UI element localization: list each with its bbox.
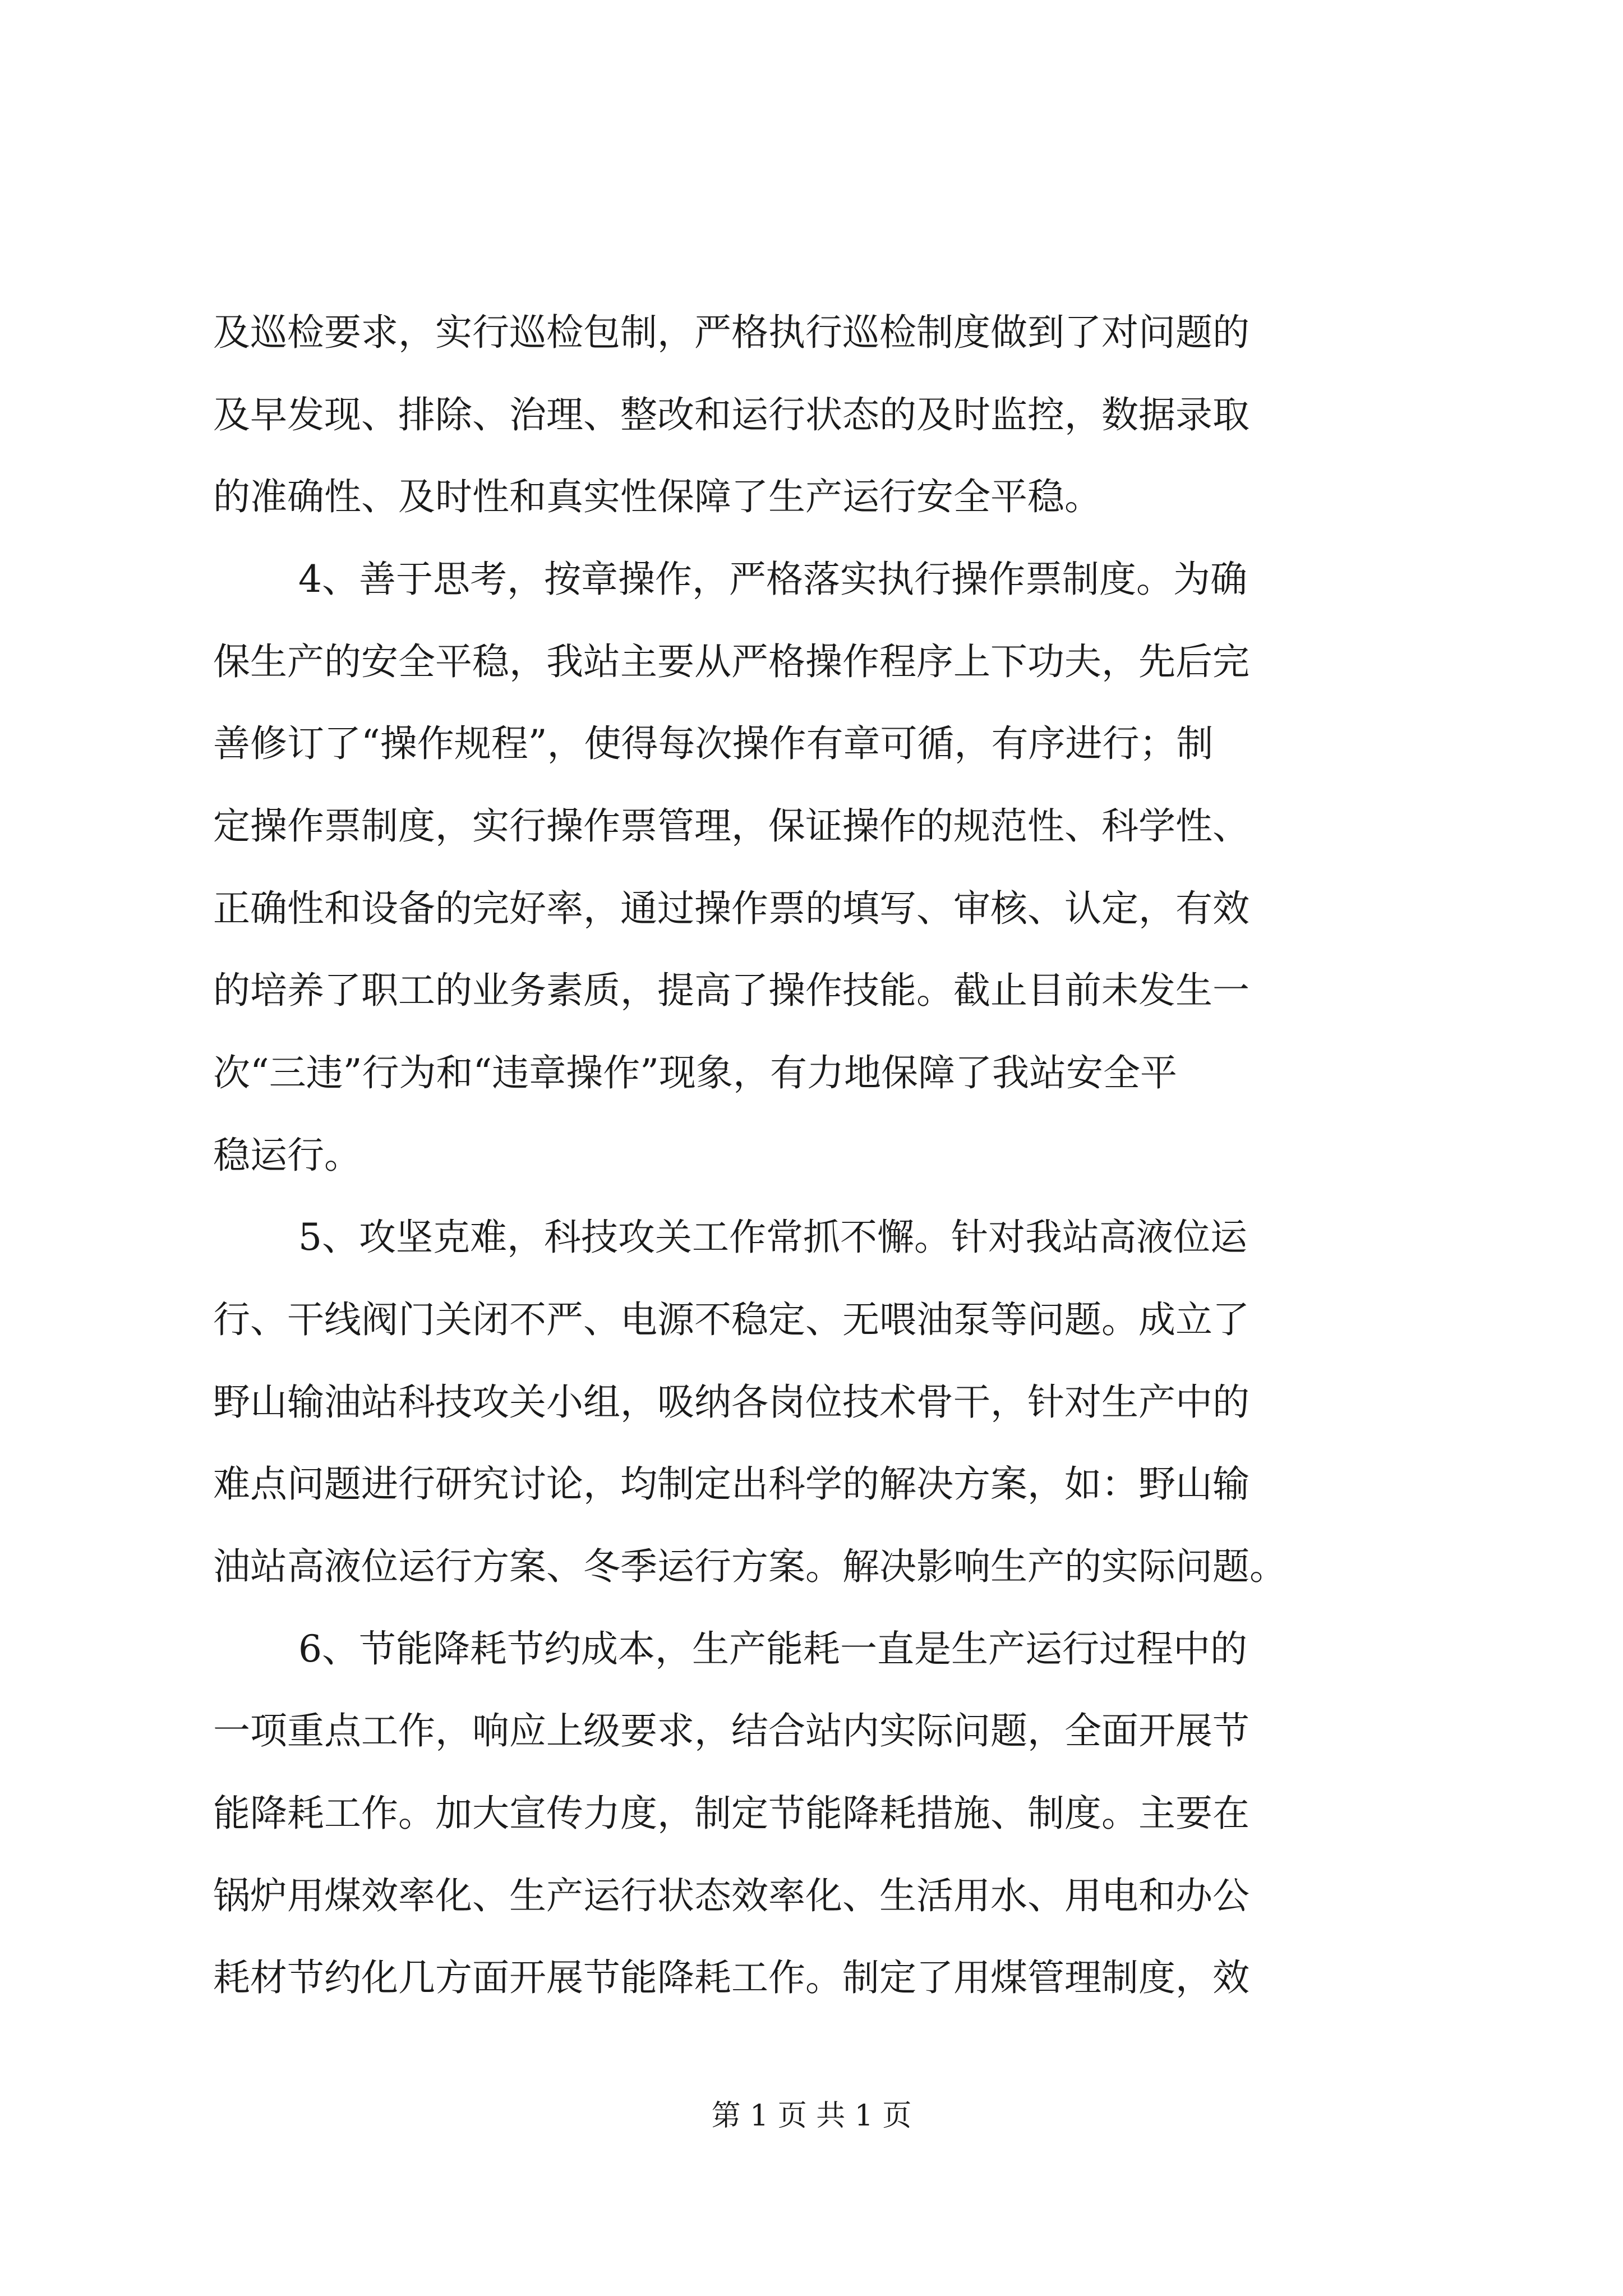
body-text-line: 稳运行。 (213, 1134, 361, 1177)
body-text-line: 一项重点工作，响应上级要求，结合站内实际问题，全面开展节 (213, 1709, 1249, 1752)
paragraph-4-start: 4、善于思考，按章操作，严格落实执行操作票制度。为确 (298, 558, 1247, 601)
body-text-line: 行、干线阀门关闭不严、电源不稳定、无喂油泵等问题。成立了 (213, 1298, 1249, 1341)
body-text-line: 善修订了“操作规程”，使得每次操作有章可循，有序进行；制 (213, 722, 1214, 765)
paragraph-6-start: 6、节能降耗节约成本，生产能耗一直是生产运行过程中的 (298, 1627, 1247, 1671)
body-text-line: 野山输油站科技攻关小组，吸纳各岗位技术骨干，针对生产中的 (213, 1381, 1249, 1424)
body-text-line: 及早发现、排除、治理、整改和运行状态的及时监控，数据录取 (213, 393, 1249, 436)
body-text-line: 难点问题进行研究讨论，均制定出科学的解决方案，如：野山输 (213, 1462, 1249, 1506)
body-text-line: 锅炉用煤效率化、生产运行状态效率化、生活用水、用电和办公 (213, 1874, 1249, 1917)
body-text-line: 能降耗工作。加大宣传力度，制定节能降耗措施、制度。主要在 (213, 1792, 1249, 1835)
body-text-line: 的准确性、及时性和真实性保障了生产运行安全平稳。 (213, 475, 1101, 518)
body-text-line: 定操作票制度，实行操作票管理，保证操作的规范性、科学性、 (213, 804, 1249, 848)
body-text-line: 耗材节约化几方面开展节能降耗工作。制定了用煤管理制度，效 (213, 1956, 1249, 1999)
body-text-line: 次“三违”行为和“违章操作”现象，有力地保障了我站安全平 (213, 1051, 1177, 1094)
body-text-line: 的培养了职工的业务素质，提高了操作技能。截止目前未发生一 (213, 969, 1249, 1012)
page-footer: 第 1 页 共 1 页 (711, 2099, 912, 2133)
paragraph-5-start: 5、攻坚克难，科技攻关工作常抓不懈。针对我站高液位运 (298, 1216, 1247, 1259)
body-text-line: 及巡检要求，实行巡检包制，严格执行巡检制度做到了对问题的 (213, 311, 1249, 354)
body-text-line: 保生产的安全平稳，我站主要从严格操作程序上下功夫，先后完 (213, 640, 1249, 683)
body-text-line: 油站高液位运行方案、冬季运行方案。解决影响生产的实际问题。 (213, 1545, 1287, 1588)
body-text-line: 正确性和设备的完好率，通过操作票的填写、审核、认定，有效 (213, 887, 1249, 930)
